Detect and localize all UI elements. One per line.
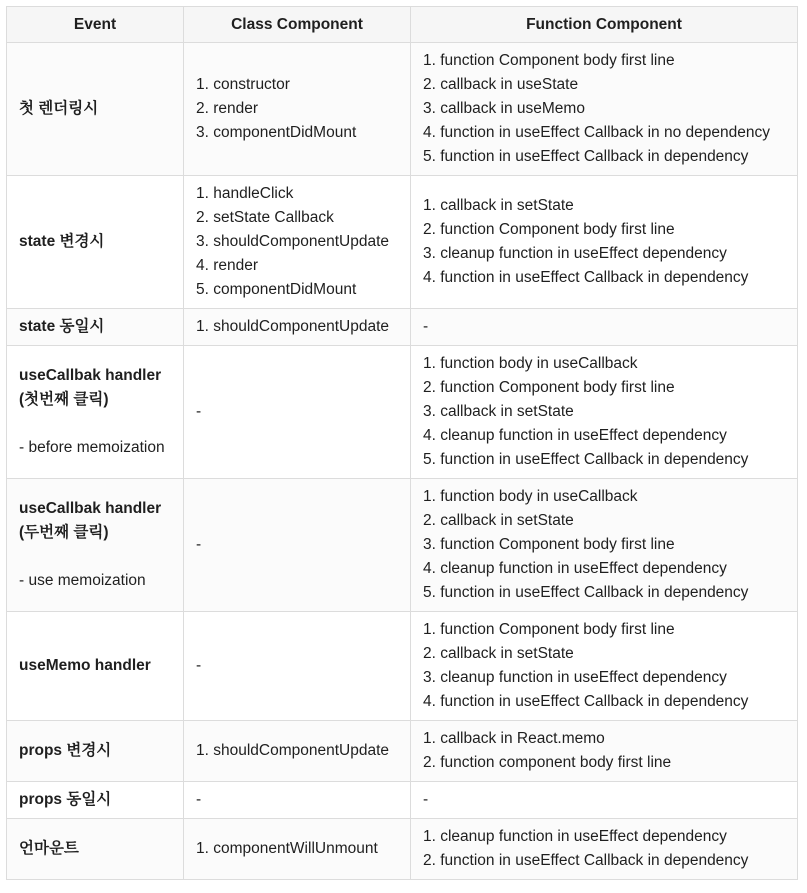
step-item: 5. function in useEffect Callback in dependency (423, 584, 749, 601)
table-body (7, 43, 798, 880)
class-component-cell (184, 721, 411, 782)
event-note: - use memoization (19, 572, 146, 589)
function-component-cell (411, 176, 798, 309)
table-row (7, 782, 798, 819)
event-cell (7, 819, 184, 880)
step-item: 1. callback in setState (423, 197, 574, 214)
step-item: 2. setState Callback (196, 209, 334, 226)
event-label: 언마운트 (19, 840, 79, 857)
step-item: 4. render (196, 257, 259, 274)
step-item: 5. function in useEffect Callback in dependency (423, 451, 749, 468)
step-item: 3. cleanup function in useEffect dependency (423, 669, 727, 686)
function-component-cell (411, 819, 798, 880)
event-label: props 동일시 (19, 791, 112, 808)
empty-dash: - (196, 791, 202, 808)
function-component-cell (411, 43, 798, 176)
step-item: 1. handleClick (196, 185, 294, 202)
step-list (196, 837, 398, 861)
class-component-cell (184, 43, 411, 176)
step-item: 3. function Component body first line (423, 536, 675, 553)
table-header (7, 7, 798, 43)
event-label: useCallbak handler (첫번째 클릭) (19, 367, 162, 408)
empty-dash: - (196, 403, 202, 420)
step-item: 3. componentDidMount (196, 124, 357, 141)
class-component-cell (184, 309, 411, 346)
step-item: 1. function Component body first line (423, 621, 675, 638)
step-item: 4. function in useEffect Callback in dependency (423, 269, 749, 286)
step-item: 1. callback in React.memo (423, 730, 605, 747)
step-item: 1. cleanup function in useEffect dependency (423, 828, 727, 845)
event-cell (7, 43, 184, 176)
class-component-cell (184, 819, 411, 880)
lifecycle-comparison-table (6, 6, 798, 880)
header-function-component: Function Component (411, 7, 798, 43)
empty-dash: - (423, 318, 429, 335)
event-label: 첫 렌더링시 (19, 100, 99, 117)
event-cell (7, 346, 184, 479)
step-item: 3. callback in useMemo (423, 100, 585, 117)
function-component-cell (411, 479, 798, 612)
step-list (423, 194, 785, 290)
table-row (7, 612, 798, 721)
event-cell (7, 309, 184, 346)
step-item: 1. function body in useCallback (423, 488, 638, 505)
header-row (7, 7, 798, 43)
table-row (7, 176, 798, 309)
step-list (423, 825, 785, 873)
step-item: 4. function in useEffect Callback in no dependency (423, 124, 770, 141)
class-component-cell (184, 782, 411, 819)
step-item: 5. function in useEffect Callback in dependency (423, 148, 749, 165)
table-row (7, 479, 798, 612)
step-list (196, 73, 398, 145)
event-label: state 동일시 (19, 318, 105, 335)
step-item: 4. function in useEffect Callback in dependency (423, 693, 749, 710)
event-note: - before memoization (19, 439, 165, 456)
step-item: 3. shouldComponentUpdate (196, 233, 390, 250)
event-label: props 변경시 (19, 742, 112, 759)
step-item: 3. cleanup function in useEffect dependency (423, 245, 727, 262)
class-component-cell (184, 176, 411, 309)
function-component-cell (411, 309, 798, 346)
class-component-cell (184, 346, 411, 479)
event-label: useCallbak handler (두번째 클릭) (19, 500, 162, 541)
function-component-cell (411, 346, 798, 479)
table-row (7, 346, 798, 479)
table-row (7, 721, 798, 782)
step-item: 1. function Component body first line (423, 52, 675, 69)
function-component-cell (411, 721, 798, 782)
table-row (7, 819, 798, 880)
step-item: 4. cleanup function in useEffect dependency (423, 427, 727, 444)
step-list (423, 618, 785, 714)
step-item: 5. componentDidMount (196, 281, 357, 298)
step-item: 2. callback in setState (423, 512, 574, 529)
event-cell (7, 782, 184, 819)
step-item: 1. function body in useCallback (423, 355, 638, 372)
event-cell (7, 612, 184, 721)
table-row (7, 309, 798, 346)
function-component-cell (411, 782, 798, 819)
step-list (423, 49, 785, 169)
empty-dash: - (423, 791, 429, 808)
event-cell (7, 176, 184, 309)
step-item: 2. function in useEffect Callback in dependency (423, 852, 749, 869)
event-label: state 변경시 (19, 233, 105, 250)
class-component-cell (184, 479, 411, 612)
class-component-cell (184, 612, 411, 721)
step-item: 2. function Component body first line (423, 379, 675, 396)
step-item: 1. constructor (196, 76, 290, 93)
step-item: 4. cleanup function in useEffect dependency (423, 560, 727, 577)
header-class-component: Class Component (184, 7, 411, 43)
event-label: useMemo handler (19, 657, 151, 674)
step-list (423, 727, 785, 775)
step-list (196, 315, 398, 339)
step-item: 1. shouldComponentUpdate (196, 318, 390, 335)
step-list (423, 352, 785, 472)
step-item: 2. callback in useState (423, 76, 579, 93)
step-item: 1. shouldComponentUpdate (196, 742, 390, 759)
step-list (196, 739, 398, 763)
table-row (7, 43, 798, 176)
empty-dash: - (196, 657, 202, 674)
step-item: 2. callback in setState (423, 645, 574, 662)
header-event: Event (7, 7, 184, 43)
empty-dash: - (196, 536, 202, 553)
step-item: 2. function Component body first line (423, 221, 675, 238)
step-item: 2. render (196, 100, 259, 117)
step-list (196, 182, 398, 302)
function-component-cell (411, 612, 798, 721)
event-cell (7, 479, 184, 612)
event-cell (7, 721, 184, 782)
step-list (423, 485, 785, 605)
step-item: 2. function component body first line (423, 754, 672, 771)
step-item: 3. callback in setState (423, 403, 574, 420)
step-item: 1. componentWillUnmount (196, 840, 378, 857)
